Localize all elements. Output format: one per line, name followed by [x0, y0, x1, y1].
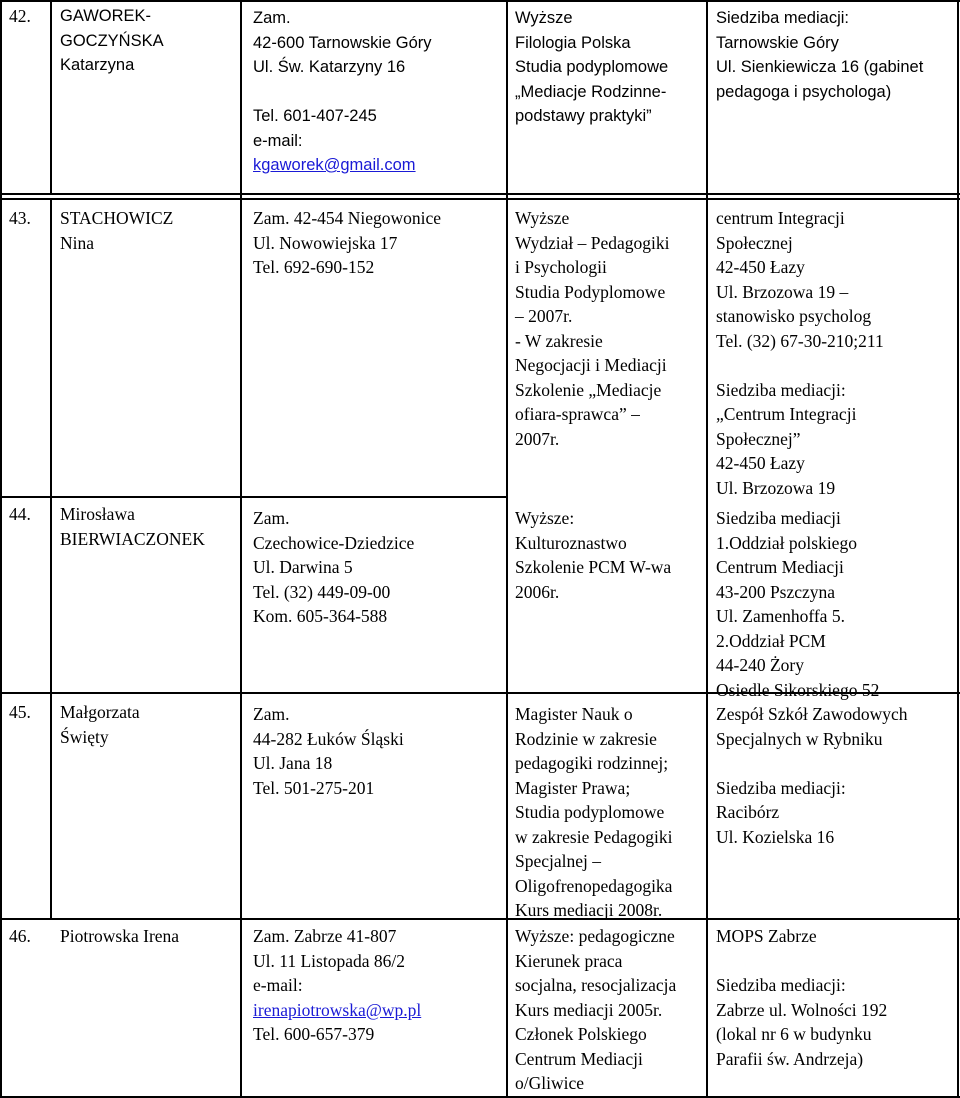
seat-line: Tel. (32) 67-30-210;211 — [716, 330, 884, 351]
address-line: Zam. Zabrze 41-807 — [253, 926, 397, 946]
education-line: Magister Prawa; — [515, 777, 631, 798]
seat-line: Ul. Brzozowa 19 – — [716, 281, 849, 302]
address-line — [253, 80, 432, 105]
address-line: Czechowice-Dziedzice — [253, 532, 415, 553]
education-line: Wyższe: pedagogiczne — [515, 926, 675, 946]
address-line: Tel. 501-275-201 — [253, 777, 375, 798]
seat-line: Siedziba mediacji: — [716, 9, 849, 27]
column-divider — [506, 0, 508, 1098]
mediator-name — [60, 206, 173, 255]
seat-line: Zespół Szkół Zawodowych — [716, 704, 908, 724]
mediator-education — [515, 924, 676, 1096]
address-line: Ul. 11 Listopada 86/2 — [253, 950, 405, 971]
address-line: Ul. Nowowiejska 17 — [253, 232, 398, 253]
education-line: Oligofrenopedagogika — [515, 875, 673, 896]
column-divider — [706, 0, 708, 1098]
education-line: o/Gliwice — [515, 1073, 585, 1093]
address-line: Zam. — [253, 704, 290, 724]
address-line: Kom. 605-364-588 — [253, 606, 388, 626]
education-line: Wyższe — [515, 9, 573, 27]
mediator-name — [60, 4, 164, 78]
education-line: 2007r. — [515, 428, 560, 449]
seat-line: Centrum Mediacji — [716, 557, 844, 577]
seat-line: Specjalnych w Rybniku — [716, 728, 883, 749]
mediation-seat — [716, 506, 879, 702]
address-line: Tel. (32) 449-09-00 — [253, 581, 391, 602]
mediation-seat — [716, 702, 908, 849]
mediator-address — [253, 506, 414, 629]
education-line: Filologia Polska — [515, 33, 631, 52]
seat-line: MOPS Zabrze — [716, 926, 817, 946]
address-line: 44-282 Łuków Śląski — [253, 728, 404, 749]
address-line: Ul. Św. Katarzyny 16 — [253, 58, 406, 76]
seat-line: Ul. Brzozowa 19 — [716, 477, 836, 498]
name-line: Święty — [60, 726, 109, 747]
seat-line: Tarnowskie Góry — [716, 33, 839, 52]
seat-line: Siedziba mediacji: — [716, 777, 846, 798]
row-divider — [0, 0, 960, 2]
column-divider — [957, 0, 959, 1098]
seat-line: Osiedle Sikorskiego 52 — [716, 679, 880, 700]
education-line: Centrum Mediacji — [515, 1048, 643, 1069]
seat-line: Siedziba mediacji: — [716, 379, 846, 400]
education-line: Studia podyplomowe — [515, 58, 669, 76]
column-divider — [50, 0, 52, 193]
seat-line: Siedziba mediacji — [716, 508, 841, 528]
mediator-address — [253, 924, 421, 1047]
education-line: ofiara-sprawca” – — [515, 404, 640, 424]
seat-line: Parafii św. Andrzeja) — [716, 1048, 864, 1069]
mediation-seat — [716, 206, 884, 500]
seat-line — [716, 949, 887, 974]
name-line: Piotrowska Irena — [60, 926, 180, 946]
email-link[interactable]: irenapiotrowska@wp.pl — [253, 999, 422, 1020]
row-divider — [0, 496, 508, 498]
seat-line: 42-450 Łazy — [716, 453, 805, 473]
row-number: 42. — [9, 6, 31, 26]
seat-line — [716, 751, 908, 776]
address-line: Tel. 601-407-245 — [253, 107, 377, 125]
address-line: e-mail: — [253, 975, 303, 995]
education-line: „Mediacje Rodzinne- — [515, 82, 667, 101]
mediator-education — [515, 702, 672, 923]
education-line: Wyższe: — [515, 508, 575, 528]
seat-line: 1.Oddział polskiego — [716, 532, 857, 553]
seat-line: Zabrze ul. Wolności 192 — [716, 999, 888, 1020]
address-line: Zam. — [253, 508, 290, 528]
education-line: Kurs mediacji 2005r. — [515, 999, 663, 1020]
education-line: w zakresie Pedagogiki — [515, 826, 673, 847]
seat-line: pedagoga i psychologa) — [716, 82, 892, 101]
seat-line: Społecznej” — [716, 428, 801, 449]
education-line: Negocjacji i Mediacji — [515, 355, 667, 375]
education-line: 2006r. — [515, 581, 560, 602]
address-line: 42-600 Tarnowskie Góry — [253, 33, 432, 52]
mediator-name — [60, 700, 140, 749]
name-line: STACHOWICZ — [60, 208, 174, 228]
mediation-seat — [716, 924, 887, 1071]
mediator-address — [253, 206, 441, 280]
address-line: Tel. 692-690-152 — [253, 257, 375, 277]
name-line: Mirosława — [60, 504, 135, 524]
education-line: Członek Polskiego — [515, 1024, 647, 1044]
address-line: Zam. — [253, 9, 291, 27]
seat-line: Ul. Sienkiewicza 16 (gabinet — [716, 58, 924, 76]
address-line: Zam. 42-454 Niegowonice — [253, 208, 442, 228]
row-number: 46. — [9, 926, 31, 946]
education-line: Studia Podyplomowe — [515, 281, 666, 302]
education-line: Magister Nauk o — [515, 704, 633, 724]
row-divider — [0, 198, 960, 200]
education-line: Wydział – Pedagogiki — [515, 232, 670, 253]
education-line: socjalna, resocjalizacja — [515, 975, 677, 995]
row-number: 43. — [9, 208, 31, 228]
name-line: GOCZYŃSKA — [60, 31, 164, 50]
seat-line: Ul. Zamenhoffa 5. — [716, 606, 845, 626]
education-line: Kurs mediacji 2008r. — [515, 900, 663, 920]
address-line: e-mail: — [253, 131, 303, 150]
mediator-education — [515, 506, 671, 604]
row-number: 44. — [9, 504, 31, 524]
seat-line: (lokal nr 6 w budynku — [716, 1024, 872, 1044]
education-line: Kierunek praca — [515, 950, 623, 971]
seat-line: stanowisko psycholog — [716, 306, 872, 326]
education-line: Studia podyplomowe — [515, 802, 665, 822]
row-divider — [0, 918, 960, 920]
mediation-seat — [716, 6, 923, 104]
seat-line: 44-240 Żory — [716, 655, 804, 675]
seat-line: Siedziba mediacji: — [716, 975, 846, 995]
seat-line: Społecznej — [716, 232, 793, 253]
row-divider — [0, 692, 508, 694]
education-line: Specjalnej – — [515, 851, 602, 871]
column-divider — [240, 0, 242, 1098]
education-line: Rodzinie w zakresie — [515, 728, 657, 749]
mediator-name — [60, 924, 179, 949]
seat-line: „Centrum Integracji — [716, 404, 857, 424]
education-line: Szkolenie „Mediacje — [515, 379, 662, 400]
mediator-name — [60, 502, 205, 551]
name-line: BIERWIACZONEK — [60, 528, 205, 549]
mediator-education — [515, 206, 690, 451]
education-line: podstawy praktyki” — [515, 107, 652, 125]
education-line: i Psychologii — [515, 257, 607, 277]
column-divider — [0, 0, 2, 1098]
mediator-address — [253, 702, 404, 800]
row-divider — [0, 193, 960, 195]
address-line: Tel. 600-657-379 — [253, 1024, 375, 1044]
email-link[interactable]: kgaworek@gmail.com — [253, 156, 416, 174]
education-line: - W zakresie — [515, 330, 603, 351]
education-line: Wyższe — [515, 208, 570, 228]
education-line: Kulturoznastwo — [515, 532, 627, 553]
seat-line — [716, 353, 884, 378]
column-divider — [50, 198, 52, 918]
education-line: Szkolenie PCM W-wa — [515, 557, 672, 577]
mediator-address — [253, 6, 432, 178]
mediator-education — [515, 6, 690, 129]
name-line: Małgorzata — [60, 702, 140, 722]
seat-line: 2.Oddział PCM — [716, 630, 826, 651]
seat-line: centrum Integracji — [716, 208, 845, 228]
row-number: 45. — [9, 702, 31, 722]
name-line: Katarzyna — [60, 56, 135, 74]
seat-line: 42-450 Łazy — [716, 257, 805, 277]
education-line: – 2007r. — [515, 306, 573, 326]
education-line: pedagogiki rodzinnej; — [515, 753, 669, 773]
seat-line: Racibórz — [716, 802, 780, 822]
seat-line: Ul. Kozielska 16 — [716, 826, 835, 847]
name-line: GAWOREK- — [60, 7, 152, 25]
address-line: Ul. Jana 18 — [253, 753, 333, 773]
name-line: Nina — [60, 232, 95, 253]
address-line: Ul. Darwina 5 — [253, 557, 353, 577]
seat-line: 43-200 Pszczyna — [716, 581, 836, 602]
